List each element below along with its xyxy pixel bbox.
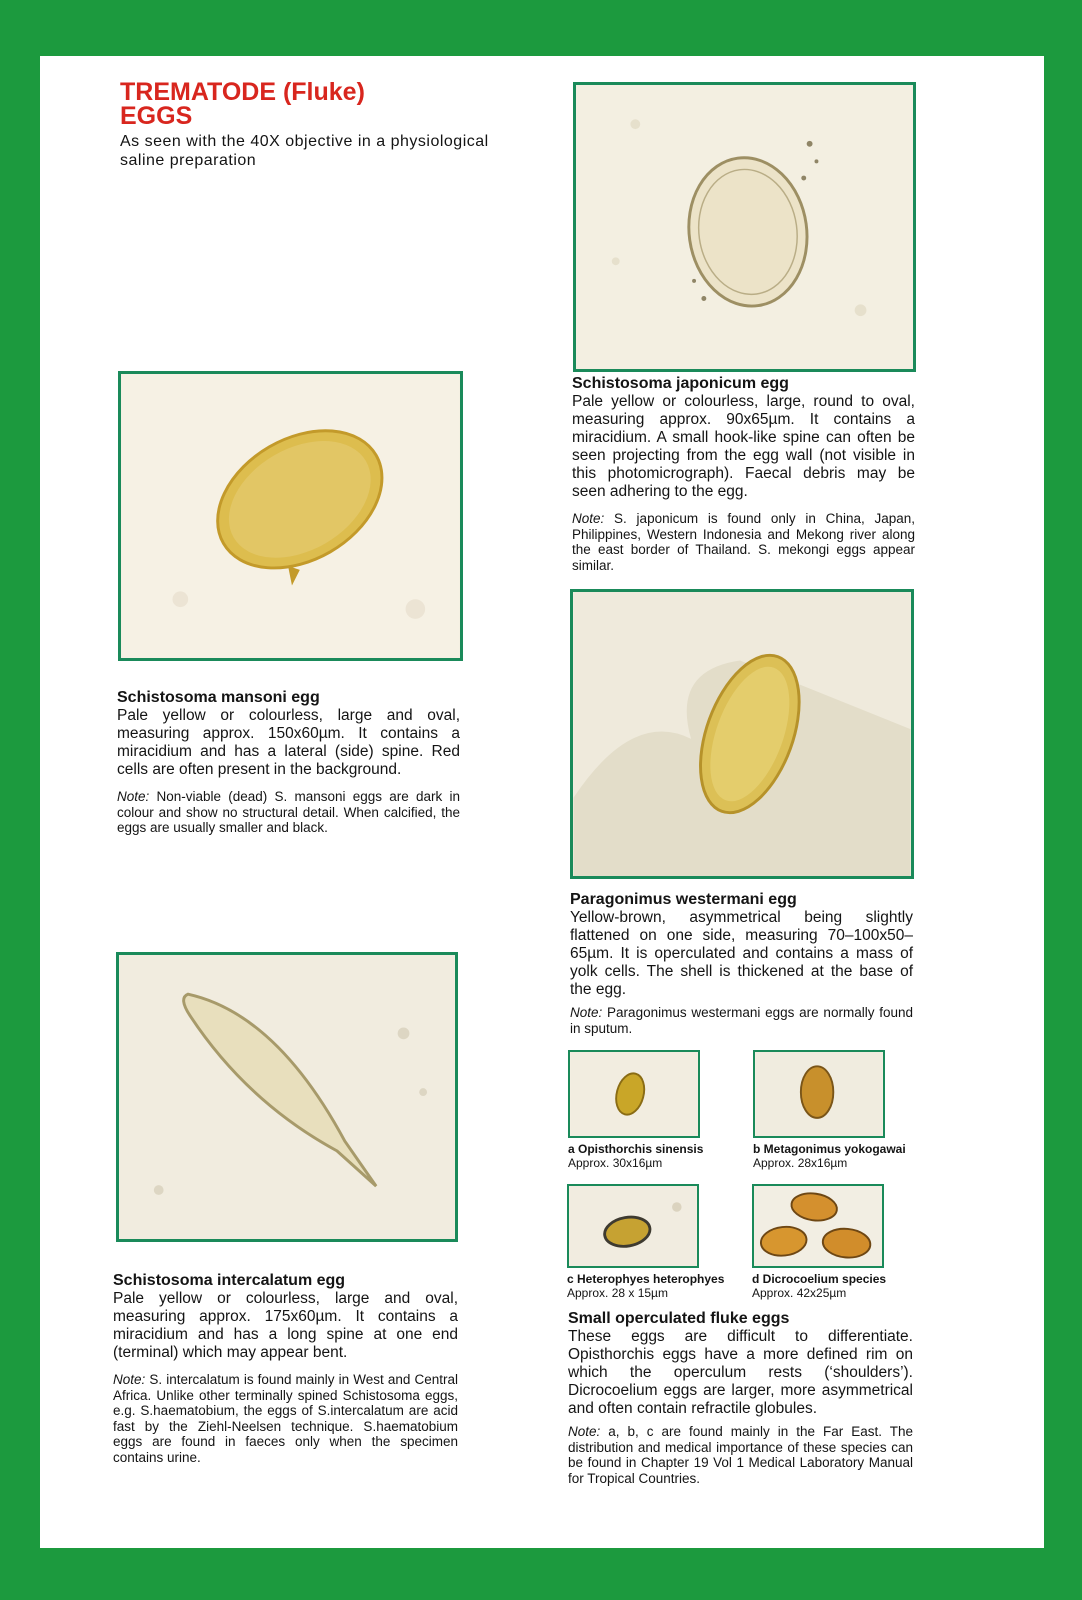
title-line-2: EGGS (120, 102, 193, 130)
japonicum-note-label: Note: (572, 511, 605, 526)
mansoni-egg-image (121, 374, 460, 658)
photo-opisthorchis (568, 1050, 700, 1138)
intercalatum-egg-image (119, 955, 455, 1239)
caption-opisthorchis (568, 1142, 703, 1170)
intercalatum-heading: Schistosoma intercalatum egg (113, 1272, 346, 1289)
intercalatum-description: Pale yellow or colourless, large and oval, measuring approx. 175x60µm. It contains a miracidium and has a long spine at one end (terminal) which may appear bent. (113, 1290, 458, 1361)
small-eggs-text-block (568, 1309, 913, 1486)
small-eggs-description: These eggs are difficult to differentiate. Opisthorchis eggs have a more defined rim on which the operculum rests (‘shoulders’). Dicrocoelium eggs are larger, more asymmetrical and often contain refractile globules. (568, 1328, 913, 1417)
heterophyes-name: c Heterophyes heterophyes (567, 1272, 725, 1286)
photo-intercalatum-egg (116, 952, 458, 1242)
page-subtitle: As seen with the 40X objective in a physiological saline preparation (120, 133, 489, 169)
dicrocoelium-size: Approx. 42x25µm (752, 1286, 847, 1300)
photo-heterophyes (567, 1184, 699, 1268)
page-sheet (40, 56, 1044, 1548)
japonicum-heading: Schistosoma japonicum egg (572, 375, 789, 392)
small-eggs-note-label: Note: (568, 1424, 601, 1439)
photo-japonicum-egg (573, 82, 916, 372)
opisthorchis-name: a Opisthorchis sinensis (568, 1142, 704, 1156)
heterophyes-egg-image (569, 1186, 697, 1266)
page-title (120, 80, 365, 128)
paragonimus-note-text: Paragonimus westermani eggs are normally found in sputum. (570, 1005, 913, 1036)
paragonimus-text-block (570, 890, 913, 1036)
caption-dicrocoelium (752, 1272, 886, 1300)
metagonimus-egg-image (755, 1052, 883, 1136)
opisthorchis-size: Approx. 30x16µm (568, 1156, 663, 1170)
small-eggs-note (568, 1424, 913, 1486)
japonicum-egg-image (576, 85, 913, 369)
heterophyes-size: Approx. 28 x 15µm (567, 1286, 668, 1300)
caption-metagonimus (753, 1142, 906, 1170)
photo-metagonimus (753, 1050, 885, 1138)
paragonimus-heading: Paragonimus westermani egg (570, 891, 797, 908)
metagonimus-name: b Metagonimus yokogawai (753, 1142, 906, 1156)
japonicum-text-block (572, 374, 915, 573)
photo-mansoni-egg (118, 371, 463, 661)
small-eggs-note-text: a, b, c are found mainly in the Far East. The distribution and medical importance of these species can be found in Chapter 19 Vol 1 Medical Laboratory Manual for Tropical Countries. (568, 1424, 913, 1486)
small-eggs-heading: Small operculated fluke eggs (568, 1310, 790, 1327)
opisthorchis-egg-image (570, 1052, 698, 1136)
paragonimus-note (570, 1005, 913, 1036)
japonicum-note (572, 511, 915, 573)
title-line-1: TREMATODE (Fluke) (120, 78, 365, 106)
japonicum-description: Pale yellow or colourless, large, round to oval, measuring approx. 90x65µm. It contains a miracidium. A small hook-like spine can often be seen projecting from the egg wall (not visible in this photomicrograph). Faecal debris may be seen adhering to the egg. (572, 393, 915, 500)
caption-heterophyes (567, 1272, 724, 1300)
metagonimus-size: Approx. 28x16µm (753, 1156, 848, 1170)
paragonimus-description: Yellow-brown, asymmetrical being slightly flattened on one side, measuring 70–100x50–65µm. It is operculated and contains a mass of yolk cells. The shell is thickened at the base of the egg. (570, 909, 913, 998)
dicrocoelium-egg-image (754, 1186, 882, 1266)
photo-dicrocoelium (752, 1184, 884, 1268)
japonicum-note-text: S. japonicum is found only in China, Japan, Philippines, Western Indonesia and Mekong river along the east border of Thailand. S. mekongi eggs appear similar. (572, 511, 915, 573)
intercalatum-note-label: Note: (113, 1372, 146, 1387)
mansoni-note-label: Note: (117, 789, 150, 804)
dicrocoelium-name: d Dicrocoelium species (752, 1272, 887, 1286)
paragonimus-egg-image (573, 592, 911, 876)
mansoni-description: Pale yellow or colourless, large and oval, measuring approx. 150x60µm. It contains a miracidium and has a lateral (side) spine. Red cells are often present in the background. (117, 707, 460, 778)
photo-paragonimus-egg (570, 589, 914, 879)
paragonimus-note-label: Note: (570, 1005, 603, 1020)
mansoni-note-text: Non-viable (dead) S. mansoni eggs are dark in colour and show no structural detail. When calcified, the eggs are usually smaller and black. (117, 789, 460, 835)
mansoni-note (117, 789, 460, 836)
mansoni-text-block (117, 688, 460, 836)
intercalatum-text-block (113, 1271, 458, 1465)
intercalatum-note (113, 1372, 458, 1465)
intercalatum-note-text: S. intercalatum is found mainly in West and Central Africa. Unlike other terminally spined Schistosoma eggs, e.g. S.haematobium, the eggs of S.intercalatum are acid fast by the Ziehl-Neelsen technique. S.haematobium eggs are found in faeces only when the specimen contains urine. (113, 1372, 458, 1465)
mansoni-heading: Schistosoma mansoni egg (117, 689, 320, 706)
